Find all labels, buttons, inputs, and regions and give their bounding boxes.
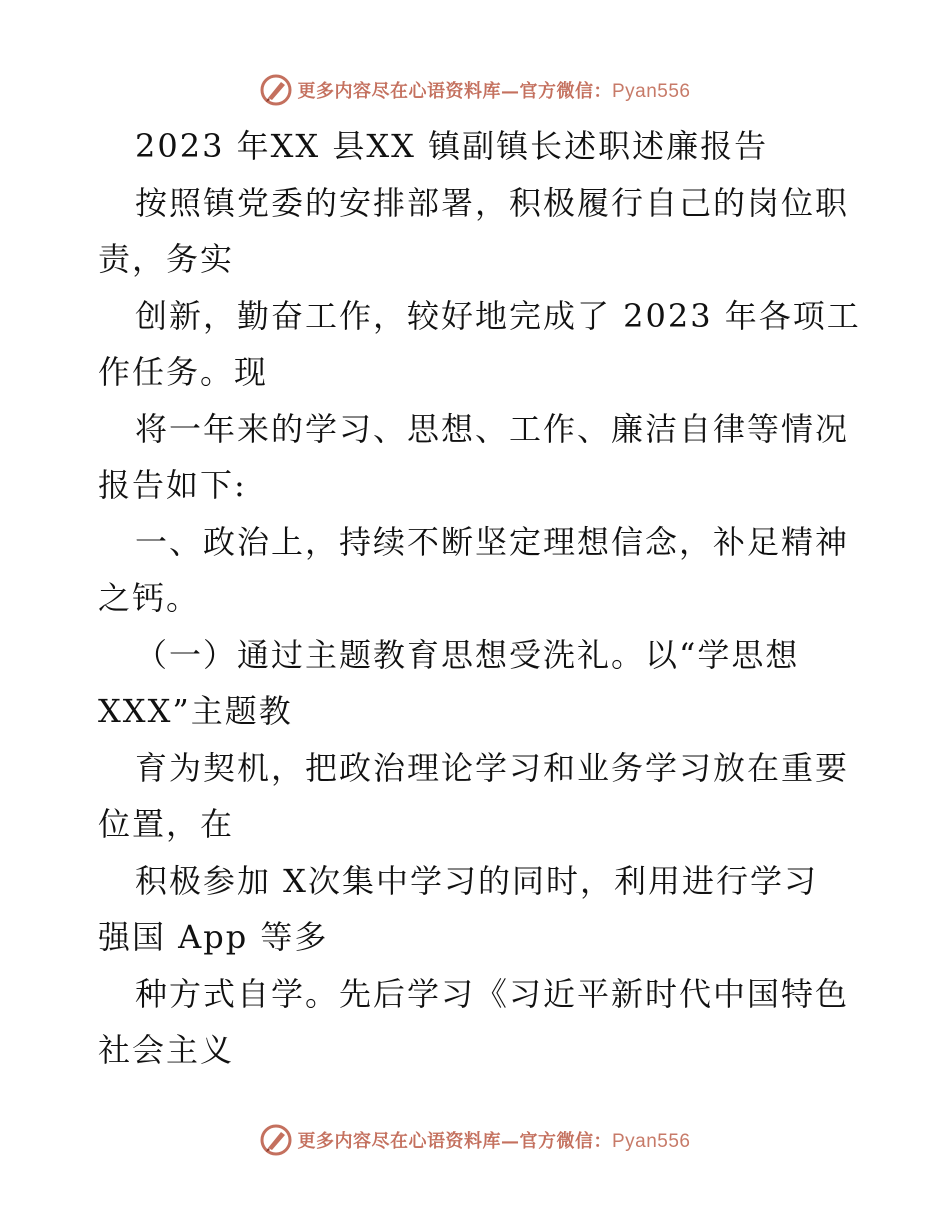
header-watermark — [0, 70, 950, 110]
watermark-id: Pyan556 — [611, 1131, 691, 1152]
document-body — [98, 118, 861, 1079]
text-line: XXX”主题教 — [98, 692, 293, 730]
text-line: 责，务实 — [98, 240, 235, 278]
watermark-id: Pyan556 — [611, 81, 691, 102]
text-line: 按照镇党委的安排部署，积极履行自己的岗位职 — [135, 183, 850, 222]
text-line: 位置，在 — [98, 805, 235, 843]
text-line: 之钙。 — [98, 579, 201, 617]
text-line: 社会主义 — [98, 1031, 235, 1069]
text-line: 作任务。现 — [98, 353, 269, 391]
text-line: 将一年来的学习、思想、工作、廉洁自律等情况 — [135, 409, 850, 448]
text-line: 种方式自学。先后学习《习近平新时代中国特色 — [135, 974, 850, 1013]
watermark-text: 更多内容尽在心语资料库—官方微信：Pyan556 — [297, 1131, 691, 1152]
text-line: 创新，勤奋工作，较好地完成了 2023 年各项工 — [135, 296, 861, 335]
watermark-text: 更多内容尽在心语资料库—官方微信：Pyan556 — [297, 81, 691, 102]
text-line: 报告如下: — [98, 466, 247, 504]
pen-logo-icon — [259, 73, 293, 107]
text-line: 积极参加 X次集中学习的同时，利用进行学习 — [135, 861, 818, 900]
text-line: 2023 年XX 县XX 镇副镇长述职述廉报告 — [135, 127, 769, 165]
pen-logo-icon — [259, 1123, 293, 1157]
text-line: 育为契机，把政治理论学习和业务学习放在重要 — [135, 748, 850, 787]
text-line: 强国 App 等多 — [98, 918, 329, 956]
footer-watermark — [0, 1120, 950, 1160]
text-line: 一、政治上，持续不断坚定理想信念，补足精神 — [135, 522, 850, 561]
text-line: （一）通过主题教育思想受洗礼。以“学思想 — [135, 635, 800, 674]
